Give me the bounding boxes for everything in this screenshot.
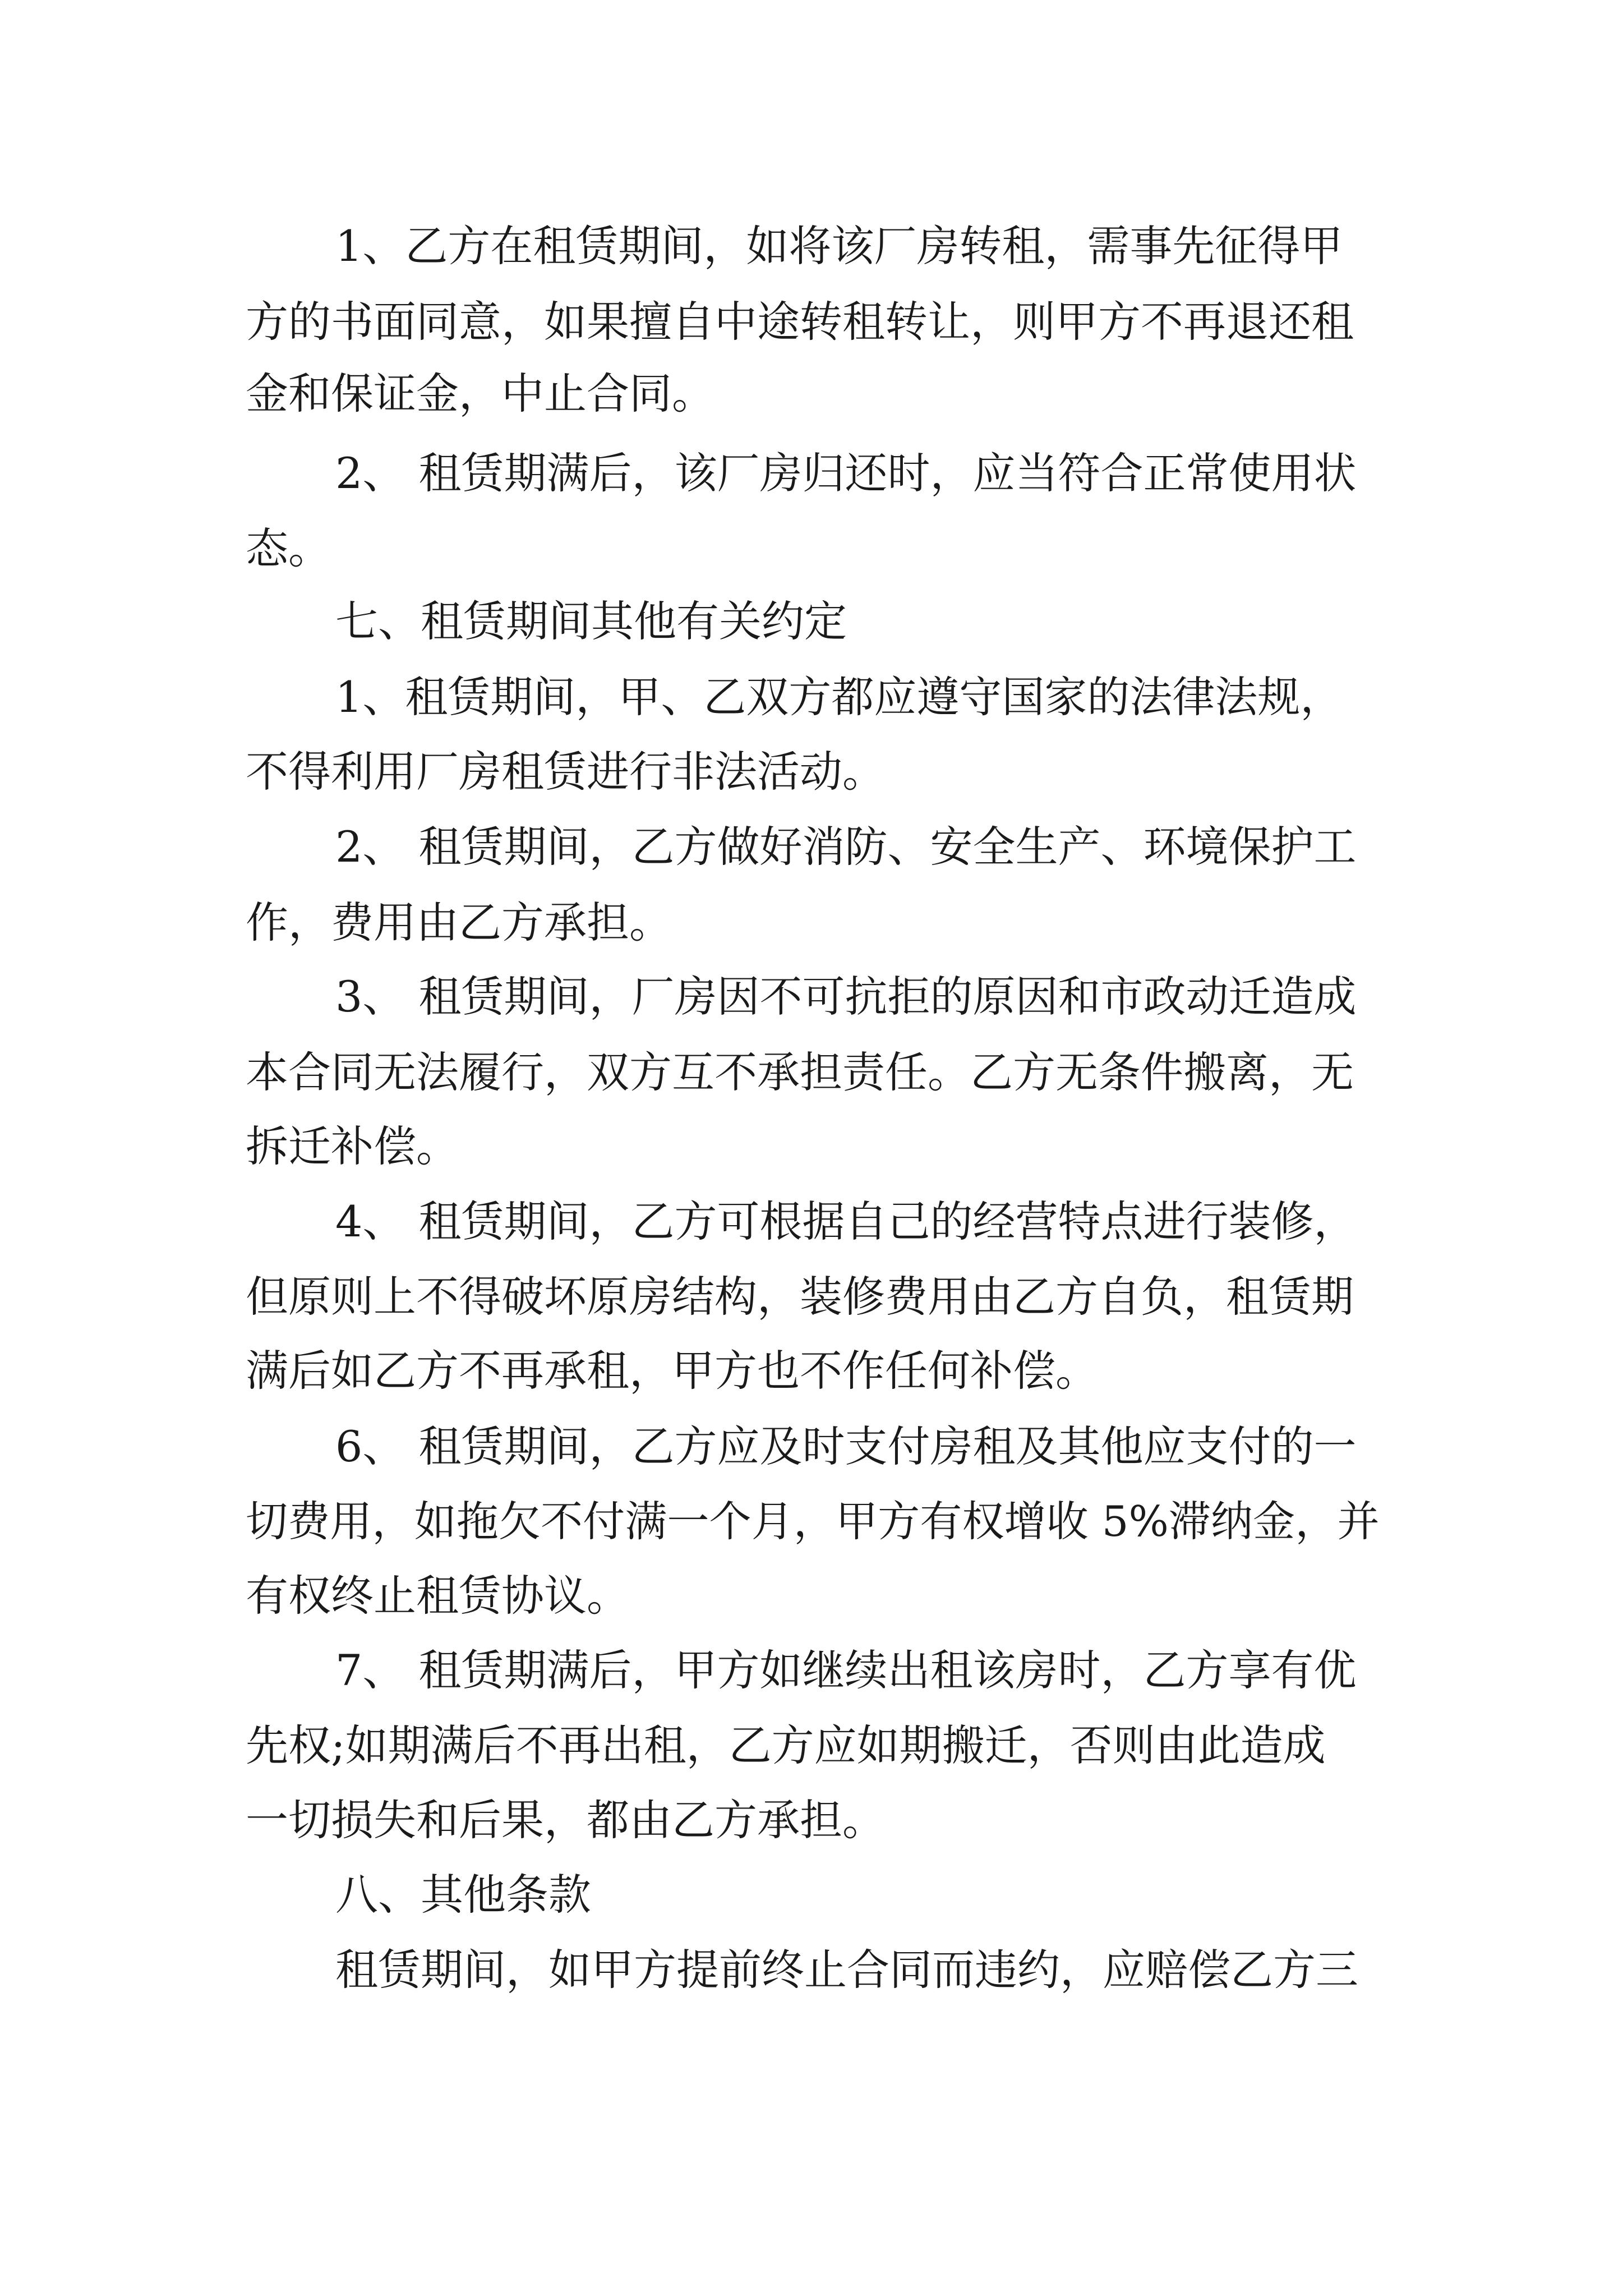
text-line: 方的书面同意，如果擅自中途转租转让，则甲方不再退还租 bbox=[246, 297, 1354, 347]
section-heading: 七、租赁期间其他有关约定 bbox=[335, 596, 847, 646]
text-line: 不得利用厂房租赁进行非法活动。 bbox=[246, 747, 885, 797]
text-line: 态。 bbox=[246, 523, 331, 573]
text-line: 租赁期间，如甲方提前终止合同而违约，应赔偿乙方三 bbox=[335, 1945, 1358, 1995]
text-line: 本合同无法履行，双方互不承担责任。乙方无条件搬离，无 bbox=[246, 1047, 1354, 1097]
text-line: 拆迁补偿。 bbox=[246, 1121, 459, 1171]
text-line: 4、 租赁期间，乙方可根据自己的经营特点进行装修， bbox=[335, 1197, 1357, 1246]
text-line: 1、乙方在租赁期间，如将该厂房转租，需事先征得甲 bbox=[335, 221, 1343, 271]
text-line: 2、 租赁期满后，该厂房归还时，应当符合正常使用状 bbox=[335, 448, 1357, 498]
text-line: 作，费用由乙方承担。 bbox=[246, 898, 672, 947]
text-line: 有权终止租赁协议。 bbox=[246, 1571, 629, 1621]
text-line: 7、 租赁期满后，甲方如继续出租该房时，乙方享有优 bbox=[335, 1645, 1357, 1695]
text-line: 先权;如期满后不再出租，乙方应如期搬迁，否则由此造成 bbox=[246, 1720, 1326, 1770]
text-line: 满后如乙方不再承租，甲方也不作任何补偿。 bbox=[246, 1346, 1098, 1396]
text-line: 3、 租赁期间，厂房因不可抗拒的原因和市政动迁造成 bbox=[335, 972, 1357, 1022]
text-line: 切费用，如拖欠不付满一个月，甲方有权增收 5%滞纳金，并 bbox=[246, 1497, 1380, 1546]
section-heading: 八、其他条款 bbox=[335, 1870, 591, 1920]
text-line: 一切损失和后果，都由乙方承担。 bbox=[246, 1795, 885, 1845]
text-line: 1、租赁期间，甲、乙双方都应遵守国家的法律法规， bbox=[335, 672, 1343, 722]
text-line: 2、 租赁期间，乙方做好消防、安全生产、环境保护工 bbox=[335, 822, 1357, 872]
text-line: 金和保证金，中止合同。 bbox=[246, 369, 714, 418]
text-line: 6、 租赁期间，乙方应及时支付房租及其他应支付的一 bbox=[335, 1421, 1357, 1471]
text-line: 但原则上不得破坏原房结构，装修费用由乙方自负，租赁期 bbox=[246, 1272, 1354, 1322]
